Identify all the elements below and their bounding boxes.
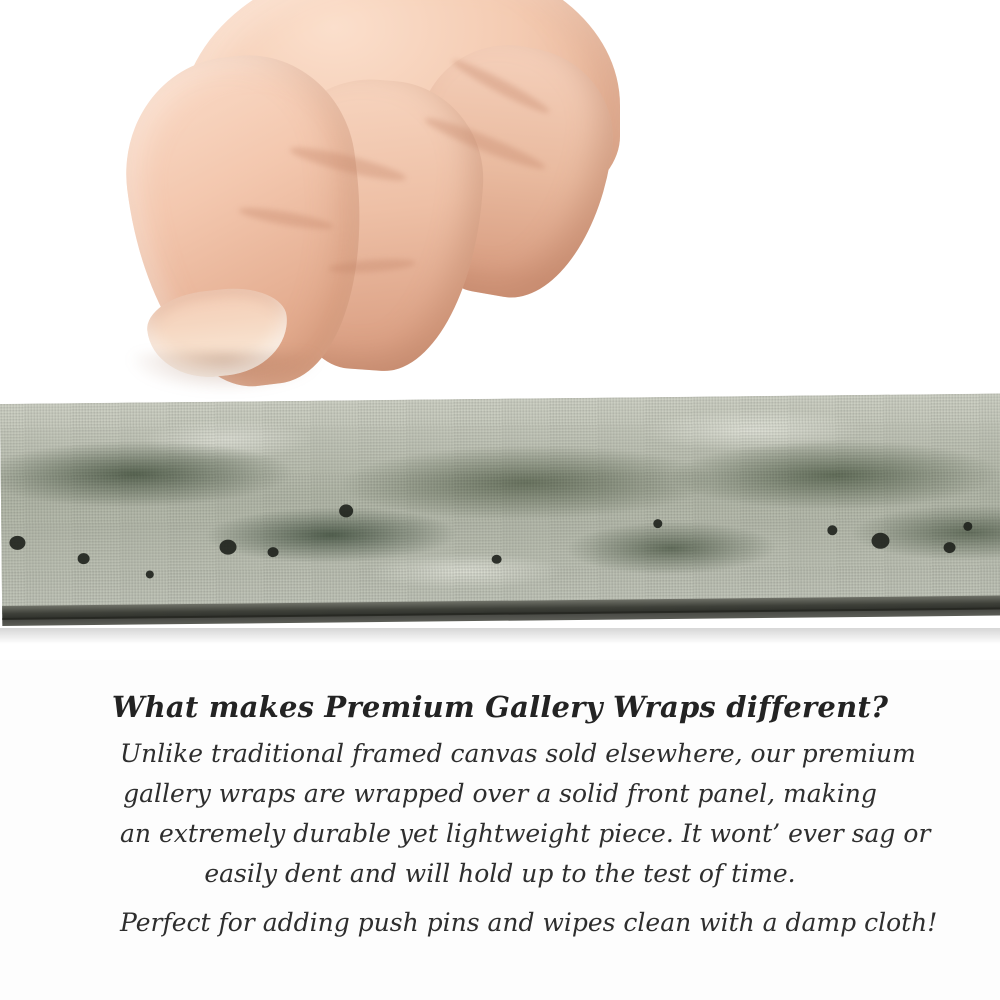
caption-line: easily dent and will hold up to the test of time. [204, 859, 796, 888]
caption-line: gallery wraps are wrapped over a solid front panel, making [123, 779, 877, 808]
canvas-drop-shadow [0, 628, 1000, 644]
canvas-speck [963, 522, 972, 531]
finger-contact-shadow [130, 352, 320, 392]
canvas-speck [871, 533, 889, 549]
caption-line: an extremely durable yet lightweight piece. It wont’ ever sag or [120, 819, 931, 848]
canvas-speck [9, 536, 25, 550]
caption-heading: What makes Premium Gallery Wraps different? [111, 690, 889, 724]
caption-block [0, 690, 1000, 942]
canvas-wrap-edge [0, 394, 1000, 626]
canvas-speck [653, 519, 662, 528]
canvas-speck [827, 525, 837, 535]
canvas-speck [268, 547, 279, 557]
canvas-speck [339, 504, 353, 517]
hand-illustration [120, 0, 640, 430]
canvas-speck [943, 542, 955, 553]
canvas-speck [146, 570, 154, 578]
caption-closing-line: Perfect for adding push pins and wipes clean with a damp cloth! [120, 908, 938, 937]
canvas-speck [492, 555, 502, 564]
canvas-speck [78, 553, 90, 564]
canvas-weave-texture [0, 394, 1000, 615]
caption-body [0, 734, 1000, 942]
canvas-speck [219, 540, 236, 555]
caption-line: Unlike traditional framed canvas sold elsewhere, our premium [120, 739, 916, 768]
canvas-printed-surface [0, 394, 1000, 615]
